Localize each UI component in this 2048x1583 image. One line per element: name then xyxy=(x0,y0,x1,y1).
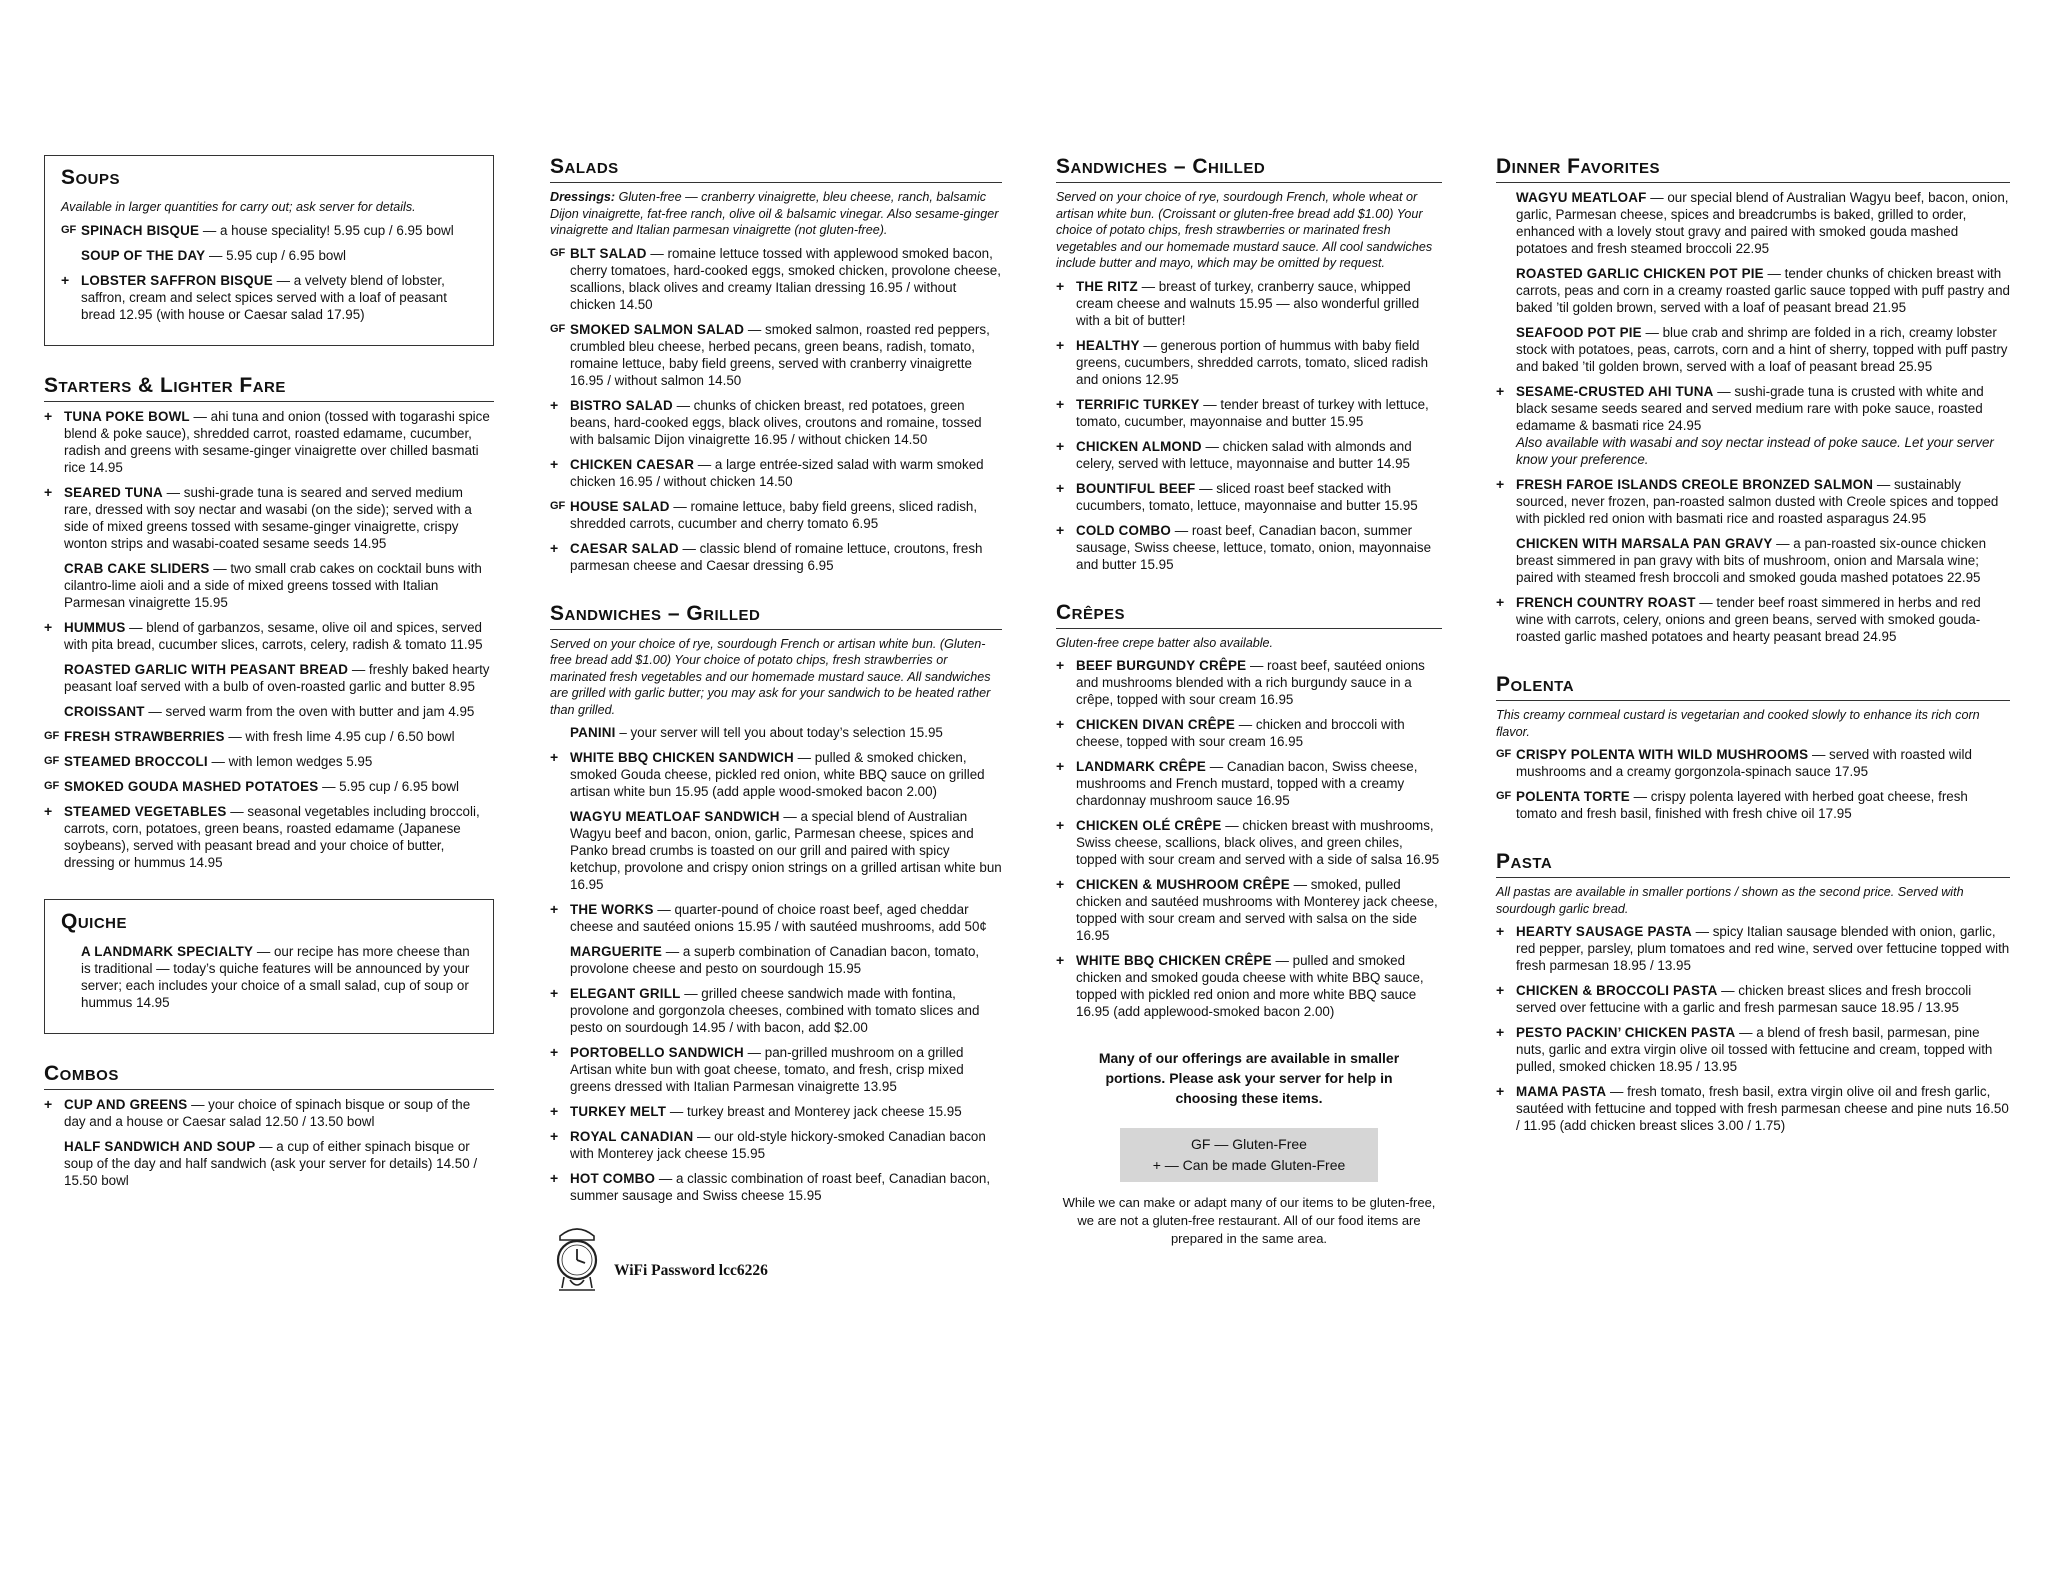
menu-item xyxy=(61,247,479,264)
item-name: ROASTED GARLIC CHICKEN POT PIE xyxy=(1516,266,1764,281)
gluten-free-option-mark: + xyxy=(1496,923,1505,939)
combos-title: Combos xyxy=(44,1062,494,1090)
item-name: CRISPY POLENTA WITH WILD MUSHROOMS xyxy=(1516,747,1809,762)
menu-item xyxy=(550,456,1002,490)
combos-section xyxy=(44,1062,494,1189)
item-name: CHICKEN DIVAN CRÊPE xyxy=(1076,717,1236,732)
item-name: SEARED TUNA xyxy=(64,484,163,500)
item-description: — ahi tuna and onion (tossed with togarashi spice blend & poke sauce), shredded carrot, roasted edamame, cucumber, radish and greens with sesame-ginger vinaigrette over chilled basmati rice 14.95 xyxy=(64,408,490,475)
item-name: WAGYU MEATLOAF SANDWICH xyxy=(570,809,780,824)
chilled-title: Sandwiches – Chilled xyxy=(1056,155,1442,183)
item-name: THE RITZ xyxy=(1076,278,1138,294)
item-description: — quarter-pound of choice roast beef, aged cheddar cheese and sautéed onions 15.95 / with sautéed mushrooms, add 50¢ xyxy=(570,902,987,934)
item-description: — blend of garbanzos, sesame, olive oil and spices, served with pita bread, cucumber slices, carrots, celery, radish & tomato 11.95 xyxy=(64,619,483,652)
menu-item xyxy=(550,1103,1002,1120)
item-description: — blue crab and shrimp are folded in a rich, creamy lobster stock with potatoes, peas, carrots, corn and a hint of sherry, topped with puff pastry and baked ’til golden brown, served with a loaf of peasant bread 25.95 xyxy=(1516,325,2008,374)
item-name: CHICKEN ALMOND xyxy=(1076,438,1202,454)
gluten-free-option-mark: + xyxy=(1056,395,1065,412)
item-name: SOUP OF THE DAY xyxy=(81,247,206,263)
item-description: — a pan-roasted six-ounce chicken breast simmered in pan gravy with bits of mushroom, onion and Marsala wine; paired with steamed fresh broccoli and smoked gouda mashed potatoes 22.95 xyxy=(1516,536,1987,585)
chilled-intro: Served on your choice of rye, sourdough French, whole wheat or artisan white bun. (Croissant or gluten-free bread add $1.00) Your choice of potato chips, fresh strawberries or marinated fresh vegetables and our homemade mustard sauce. All cool sandwiches include butter and mayo, which may be omitted by request. xyxy=(1056,190,1433,270)
menu-item xyxy=(44,1138,494,1189)
salads-intro xyxy=(550,189,1002,239)
gluten-free-option-mark: + xyxy=(1056,716,1065,732)
item-note: Also available with wasabi and soy nectar instead of poke sauce. Let your server know your preference. xyxy=(1516,435,1994,467)
item-name: FRESH FAROE ISLANDS CREOLE BRONZED SALMON xyxy=(1516,477,1874,492)
item-description: — tender beef roast simmered in herbs and red wine with carrots, celery, onions and green beans, served with smoked gouda-roasted garlic mashed potatoes and hearty peasant bread 24.95 xyxy=(1516,595,1981,644)
item-name: CHICKEN & BROCCOLI PASTA xyxy=(1516,983,1718,998)
item-description: — with lemon wedges 5.95 xyxy=(207,753,373,769)
menu-item xyxy=(44,619,494,653)
item-name: CHICKEN OLÉ CRÊPE xyxy=(1076,818,1222,833)
item-description: — a blend of fresh basil, parmesan, pine nuts, garlic and extra virgin olive oil tossed with fettucine and cream, topped with pulled, smoked chicken 18.95 / 13.95 xyxy=(1516,1025,1993,1074)
starters-section xyxy=(44,374,494,871)
quiche-title: Quiche xyxy=(61,909,128,933)
item-description: — spicy Italian sausage blended with onion, garlic, red pepper, parsley, plum tomatoes and red wine, served over fettucine topped with fresh parmesan 18.95 / 13.95 xyxy=(1516,924,2010,973)
menu-item xyxy=(44,778,494,795)
gluten-free-option-mark: + xyxy=(550,749,559,765)
gluten-free-option-mark: + xyxy=(550,985,559,1001)
item-name: SEAFOOD POT PIE xyxy=(1516,325,1642,340)
menu-item xyxy=(1056,876,1442,944)
item-name: ELEGANT GRILL xyxy=(570,986,681,1001)
item-name: LOBSTER SAFFRON BISQUE xyxy=(81,272,273,288)
item-name: BLT SALAD xyxy=(570,245,647,261)
item-description: — a superb combination of Canadian bacon, tomato, provolone cheese and pesto on sourdough 15.95 xyxy=(570,944,980,976)
item-name: SESAME-CRUSTED AHI TUNA xyxy=(1516,384,1714,399)
menu-item xyxy=(1496,788,2010,822)
item-description: — a classic combination of roast beef, Canadian bacon, summer sausage and Swiss cheese 15.95 xyxy=(570,1171,991,1203)
gluten-free-mark: GF xyxy=(44,729,60,742)
soups-list xyxy=(61,222,479,323)
item-name: HOUSE SALAD xyxy=(570,498,670,514)
item-name: TURKEY MELT xyxy=(570,1104,667,1119)
gluten-free-option-mark: + xyxy=(1056,479,1065,496)
menu-item xyxy=(44,408,494,476)
menu-item xyxy=(550,1170,1002,1204)
dinner-title: Dinner Favorites xyxy=(1496,155,2010,183)
soups-section xyxy=(44,155,494,346)
item-name: SMOKED GOUDA MASHED POTATOES xyxy=(64,778,319,794)
gluten-free-option-mark: + xyxy=(550,1044,559,1060)
item-description: — sustainably sourced, never frozen, pan-roasted salmon dusted with Creole spices and topped with pickled red onion with basmati rice and roasted asparagus 24.95 xyxy=(1516,477,1999,526)
menu-item xyxy=(1056,278,1442,329)
menu-item xyxy=(550,724,1002,741)
menu-item xyxy=(1496,594,2010,645)
item-description: — smoked salmon, roasted red peppers, crumbled bleu cheese, herbed pecans, green beans, radish, tomato, romaine lettuce, baby field greens, served with cranberry vinaigrette 16.95 / without salmon 14.50 xyxy=(570,321,990,388)
menu-item xyxy=(1496,189,2010,257)
crepes-section xyxy=(1056,601,1442,1021)
item-name: POLENTA TORTE xyxy=(1516,789,1630,804)
item-description: — 5.95 cup / 6.95 bowl xyxy=(205,247,346,263)
item-name: CHICKEN WITH MARSALA PAN GRAVY xyxy=(1516,536,1773,551)
item-description: — a house speciality! 5.95 cup / 6.95 bowl xyxy=(199,222,454,238)
item-description: — chicken breast with mushrooms, Swiss cheese, scallions, black olives, and green chiles, topped with sour cream and served with a side of salsa 16.95 xyxy=(1076,818,1440,867)
menu-item xyxy=(550,1128,1002,1162)
gluten-free-option-mark: + xyxy=(550,1103,559,1119)
combos-list xyxy=(44,1096,494,1189)
gluten-free-option-mark: + xyxy=(1496,383,1505,399)
gluten-free-option-mark: + xyxy=(1496,1024,1505,1040)
chilled-list xyxy=(1056,278,1442,573)
menu-item xyxy=(550,749,1002,800)
item-name: WHITE BBQ CHICKEN SANDWICH xyxy=(570,750,794,765)
menu-item xyxy=(61,943,479,1011)
gluten-free-option-mark: + xyxy=(44,483,53,500)
item-description: — a large entrée-sized salad with warm smoked chicken 16.95 / without chicken 14.50 xyxy=(570,456,984,489)
item-name: PESTO PACKIN’ CHICKEN PASTA xyxy=(1516,1025,1736,1040)
item-description: — sushi-grade tuna is crusted with white and black sesame seeds seared and served medium rare with poke sauce, roasted edamame & basmati rice 24.95 xyxy=(1516,384,1984,433)
item-description: — a velvety blend of lobster, saffron, cream and select spices served with a loaf of peasant bread 12.95 (with house or Caesar salad 17.95) xyxy=(81,272,447,322)
item-description: — sliced roast beef stacked with cucumbers, tomato, lettuce, mayonnaise and butter 15.95 xyxy=(1076,480,1418,513)
gluten-free-option-mark: + xyxy=(1496,594,1505,610)
column-3 xyxy=(1056,155,1442,1261)
polenta-list xyxy=(1496,746,2010,822)
menu-item xyxy=(1056,817,1442,868)
menu-item xyxy=(1056,396,1442,430)
item-name: CUP AND GREENS xyxy=(64,1096,188,1112)
gluten-free-option-mark: + xyxy=(44,1095,53,1112)
item-name: HALF SANDWICH AND SOUP xyxy=(64,1138,256,1154)
menu-item xyxy=(44,728,494,745)
menu-item xyxy=(550,540,1002,574)
polenta-section xyxy=(1496,673,2010,822)
item-name: BEEF BURGUNDY CRÊPE xyxy=(1076,658,1247,673)
crepes-title: Crêpes xyxy=(1056,601,1442,629)
item-name: SMOKED SALMON SALAD xyxy=(570,321,745,337)
gluten-free-option-mark: + xyxy=(1056,336,1065,353)
item-description: — turkey breast and Monterey jack cheese 15.95 xyxy=(666,1104,962,1119)
starters-list xyxy=(44,408,494,871)
item-name: STEAMED BROCCOLI xyxy=(64,753,208,769)
gluten-free-option-mark: + xyxy=(550,1128,559,1144)
menu-item xyxy=(1496,923,2010,974)
wifi-password: WiFi Password lcc6226 xyxy=(614,1262,768,1279)
item-description: — roast beef, sautéed onions and mushrooms blended with a rich burgundy sauce in a crêpe, topped with sour cream 16.95 xyxy=(1076,658,1425,707)
gluten-free-option-mark: + xyxy=(1056,277,1065,294)
pasta-list xyxy=(1496,923,2010,1134)
item-description: — classic blend of romaine lettuce, croutons, fresh parmesan cheese and Caesar dressing 6.95 xyxy=(570,540,983,573)
menu-item xyxy=(44,753,494,770)
item-description: — our special blend of Australian Wagyu beef, bacon, onion, garlic, Parmesan cheese, spices and breadcrumbs is baked, grilled to order, enhanced with a lovely stout gravy and paired with smoked gouda mashed potatoes and fresh steamed broccoli 22.95 xyxy=(1516,190,2009,256)
menu-item xyxy=(44,1096,494,1130)
menu-item xyxy=(1056,716,1442,750)
column-4 xyxy=(1496,155,2010,1162)
menu-item xyxy=(1496,1083,2010,1134)
menu-item xyxy=(61,272,479,323)
item-name: PORTOBELLO SANDWICH xyxy=(570,1045,744,1060)
item-name: CROISSANT xyxy=(64,703,145,719)
item-name: ROYAL CANADIAN xyxy=(570,1129,694,1144)
item-description: — tender breast of turkey with lettuce, tomato, cucumber, mayonnaise and butter 15.95 xyxy=(1076,396,1429,429)
item-description: — your choice of spinach bisque or soup of the day and a house or Caesar salad 12.50 / 13.50 bowl xyxy=(64,1096,471,1129)
gluten-free-option-mark: + xyxy=(44,407,53,424)
menu-item xyxy=(61,222,479,239)
item-name: BISTRO SALAD xyxy=(570,397,673,413)
item-description: — fresh tomato, fresh basil, extra virgin olive oil and fresh garlic, sautéed with fettucine and topped with fresh parmesan cheese and pine nuts 16.50 / 11.95 (add chicken breast slices 3.00 / 1.75) xyxy=(1516,1084,2009,1133)
menu-item xyxy=(550,321,1002,389)
item-description: — pan-grilled mushroom on a grilled Artisan white bun with goat cheese, tomato, and fresh, crisp mixed greens dressed with Italian Parmesan vinaigrette 13.95 xyxy=(570,1045,964,1094)
salads-list xyxy=(550,245,1002,574)
gluten-free-mark: GF xyxy=(550,322,566,335)
legend-plus: + — Can be made Gluten-Free xyxy=(1152,1157,1346,1173)
gluten-free-option-mark: + xyxy=(61,271,70,288)
item-description: — served warm from the oven with butter and jam 4.95 xyxy=(144,703,475,719)
item-description: — with fresh lime 4.95 cup / 6.50 bowl xyxy=(224,728,455,744)
item-name: COLD COMBO xyxy=(1076,522,1171,538)
menu-item xyxy=(44,703,494,720)
gf-legend xyxy=(1120,1128,1378,1182)
item-name: CHICKEN & MUSHROOM CRÊPE xyxy=(1076,877,1290,892)
menu-item xyxy=(1496,535,2010,586)
grilled-list xyxy=(550,724,1002,1204)
soups-title: Soups xyxy=(61,166,121,189)
menu-item xyxy=(1496,324,2010,375)
item-name: TUNA POKE BOWL xyxy=(64,408,190,424)
starters-title: Starters & Lighter Fare xyxy=(44,374,494,402)
item-description: — chicken and broccoli with cheese, topped with sour cream 16.95 xyxy=(1076,717,1405,749)
item-description: — our recipe has more cheese than is traditional — today’s quiche features will be announced by your server; each includes your choice of a small salad, cup of soup or hummus 14.95 xyxy=(81,943,470,1010)
gluten-free-mark: GF xyxy=(1496,790,1512,802)
chilled-section xyxy=(1056,155,1442,573)
item-description: — smoked, pulled chicken and sautéed mushrooms with Monterey jack cheese, topped with sour cream and served with salsa on the side 16.95 xyxy=(1076,877,1438,943)
gluten-free-mark: GF xyxy=(550,499,566,512)
item-description: — generous portion of hummus with baby field greens, cucumbers, shredded carrots, tomato, sliced radish and onions 12.95 xyxy=(1076,337,1429,387)
gluten-free-option-mark: + xyxy=(44,802,53,819)
gluten-free-option-mark: + xyxy=(1056,952,1065,968)
pasta-title: Pasta xyxy=(1496,850,2010,878)
menu-item xyxy=(550,943,1002,977)
item-description: — romaine lettuce tossed with applewood smoked bacon, cherry tomatoes, hard-cooked eggs, smoked chicken, provolone cheese, scallions, black olives and creamy Italian dressing 16.95 / without chicken 14.50 xyxy=(570,245,1001,312)
menu-item xyxy=(550,397,1002,448)
gluten-free-mark: GF xyxy=(550,246,566,259)
pasta-intro: All pastas are available in smaller portions / shown as the second price. Served with sourdough garlic bread. xyxy=(1496,885,1964,916)
menu-item xyxy=(550,245,1002,313)
item-name: A LANDMARK SPECIALTY xyxy=(81,943,254,959)
grilled-title: Sandwiches – Grilled xyxy=(550,602,1002,630)
salads-intro-text: Gluten-free — cranberry vinaigrette, bleu cheese, ranch, balsamic Dijon vinaigrette, fat-free ranch, olive oil & balsamic vinegar. Also sesame-ginger vinaigrette and Italian parmesan vinaigrette (not gluten-free). xyxy=(550,190,999,237)
item-description: – your server will tell you about today’s selection 15.95 xyxy=(615,725,943,740)
item-description: — pulled & smoked chicken, smoked Gouda cheese, pickled red onion, white BBQ sauce on grilled artisan white bun 15.95 (add apple wood-smoked bacon 2.00) xyxy=(570,750,985,799)
item-description: — chicken breast slices and fresh broccoli served over fettucine with a garlic and fresh parmesan sauce 18.95 / 13.95 xyxy=(1516,983,1972,1015)
item-name: CHICKEN CAESAR xyxy=(570,456,695,472)
gluten-free-option-mark: + xyxy=(550,1170,559,1186)
item-name: HEARTY SAUSAGE PASTA xyxy=(1516,924,1692,939)
gf-disclaimer: While we can make or adapt many of our items to be gluten-free, we are not a gluten-free restaurant. All of our food items are prepared in the same area. xyxy=(1062,1195,1436,1246)
menu-item xyxy=(1496,476,2010,527)
item-name: CAESAR SALAD xyxy=(570,540,679,556)
wifi-block xyxy=(550,1222,1002,1296)
gluten-free-option-mark: + xyxy=(550,901,559,917)
item-name: THE WORKS xyxy=(570,902,654,917)
gluten-free-option-mark: + xyxy=(1496,476,1505,492)
menu-item xyxy=(1496,746,2010,780)
item-description: — chicken salad with almonds and celery, served with lettuce, mayonnaise and butter 14.95 xyxy=(1076,438,1412,471)
legend-gf: GF — Gluten-Free xyxy=(1191,1136,1307,1152)
menu-item xyxy=(1056,657,1442,708)
item-description: — roast beef, Canadian bacon, summer sausage, Swiss cheese, lettuce, tomato, onion, mayonnaise and butter 15.95 xyxy=(1076,522,1432,572)
dinner-section xyxy=(1496,155,2010,645)
item-name: HOT COMBO xyxy=(570,1171,656,1186)
menu-item xyxy=(550,1044,1002,1095)
menu-item xyxy=(550,901,1002,935)
item-description: — our old-style hickory-smoked Canadian bacon with Monterey jack cheese 15.95 xyxy=(570,1129,986,1161)
menu-item xyxy=(1056,438,1442,472)
item-name: PANINI xyxy=(570,725,616,740)
item-description: — chunks of chicken breast, red potatoes, green beans, hard-cooked eggs, black olives, croutons and romaine, tossed with balsamic Dijon vinaigrette 16.95 / without chicken 14.50 xyxy=(570,397,982,447)
menu-item xyxy=(550,808,1002,893)
item-name: WAGYU MEATLOAF xyxy=(1516,190,1647,205)
menu-item xyxy=(44,661,494,695)
menu-item xyxy=(1056,522,1442,573)
menu-item xyxy=(1496,265,2010,316)
item-name: BOUNTIFUL BEEF xyxy=(1076,480,1196,496)
gluten-free-mark: GF xyxy=(1496,748,1512,760)
gluten-free-option-mark: + xyxy=(550,539,559,556)
item-description: — tender chunks of chicken breast with carrots, peas and corn in a creamy roasted garlic sauce topped with puff pastry and baked ’til golden brown, served with a loaf of peasant bread 21.95 xyxy=(1516,266,2010,315)
grilled-section xyxy=(550,602,1002,1205)
item-description: — a cup of either spinach bisque or soup of the day and half sandwich (ask your server for details) 14.50 / 15.50 bowl xyxy=(64,1138,478,1188)
item-name: MAMA PASTA xyxy=(1516,1084,1607,1099)
gluten-free-option-mark: + xyxy=(1496,1083,1505,1099)
gluten-free-option-mark: + xyxy=(1496,982,1505,998)
menu-item xyxy=(44,560,494,611)
gluten-free-option-mark: + xyxy=(1056,758,1065,774)
salads-section xyxy=(550,155,1002,574)
item-name: TERRIFIC TURKEY xyxy=(1076,396,1200,412)
menu-item xyxy=(1496,383,2010,468)
gluten-free-option-mark: + xyxy=(1056,817,1065,833)
gluten-free-option-mark: + xyxy=(550,455,559,472)
item-name: HUMMUS xyxy=(64,619,126,635)
item-description: — freshly baked hearty peasant loaf served with a bulb of oven-roasted garlic and butter 8.95 xyxy=(64,661,490,694)
item-description: — romaine lettuce, baby field greens, sliced radish, shredded carrots, cucumber and cherry tomato 6.95 xyxy=(570,498,978,531)
pasta-section xyxy=(1496,850,2010,1134)
item-description: — crispy polenta layered with herbed goat cheese, fresh tomato and fresh basil, finished with fresh chive oil 17.95 xyxy=(1516,789,1968,821)
item-name: STEAMED VEGETABLES xyxy=(64,803,227,819)
item-description: — pulled and smoked chicken and smoked gouda cheese with white BBQ sauce, topped with pickled red onion and more white BBQ sauce 16.95 (add applewood-smoked bacon 2.00) xyxy=(1076,953,1424,1019)
item-description: — seasonal vegetables including broccoli, carrots, corn, potatoes, green beans, roasted edamame (Japanese soybeans), served with peasant bread and your choice of butter, dressing or hummus 14.95 xyxy=(64,803,480,870)
menu-item xyxy=(1056,952,1442,1020)
salads-intro-label: Dressings: xyxy=(550,190,616,204)
item-description: — grilled cheese sandwich made with fontina, provolone and gorgonzola cheeses, combined with tomato slices and pesto on sourdough 14.95 / with bacon, add $2.00 xyxy=(570,986,980,1035)
soups-intro: Available in larger quantities for carry out; ask server for details. xyxy=(61,200,416,214)
item-description: — served with roasted wild mushrooms and a creamy gorgonzola-spinach sauce 17.95 xyxy=(1516,747,1972,779)
item-name: MARGUERITE xyxy=(570,944,663,959)
item-name: ROASTED GARLIC WITH PEASANT BREAD xyxy=(64,661,349,677)
dinner-list xyxy=(1496,189,2010,645)
quiche-section xyxy=(44,899,494,1034)
item-description: — a special blend of Australian Wagyu beef and bacon, onion, garlic, Parmesan cheese, spices and Panko bread crumbs is toasted on our grill and paired with spicy ketchup, provolone and crispy onion strings on a grilled artisan white bun 16.95 xyxy=(570,809,1002,892)
menu-item xyxy=(550,498,1002,532)
gluten-free-option-mark: + xyxy=(1056,521,1065,538)
smaller-portions-note: Many of our offerings are available in smaller portions. Please ask your server for help in choosing these items. xyxy=(1098,1050,1400,1106)
item-name: LANDMARK CRÊPE xyxy=(1076,759,1207,774)
menu-item xyxy=(1496,1024,2010,1075)
grilled-intro: Served on your choice of rye, sourdough French or artisan white bun. (Gluten-free bread add $1.00) Your choice of potato chips, fresh strawberries or marinated fresh vegetables and our homemade mustard sauce. All sandwiches are grilled with garlic butter; you may ask for your sandwich to be heated rather than grilled. xyxy=(550,636,991,717)
item-name: CRAB CAKE SLIDERS xyxy=(64,560,210,576)
quiche-list xyxy=(61,943,479,1011)
menu-item xyxy=(1056,758,1442,809)
gluten-free-option-mark: + xyxy=(550,396,559,413)
item-name: WHITE BBQ CHICKEN CRÊPE xyxy=(1076,953,1272,968)
menu-item xyxy=(1056,337,1442,388)
item-description: — sushi-grade tuna is seared and served medium rare, dressed with soy nectar and wasabi (on the side); served with a side of mixed greens tossed with sesame-ginger vinaigrette, crispy wonton strips and wasabi-coated sesame seeds 14.95 xyxy=(64,484,472,551)
item-name: FRESH STRAWBERRIES xyxy=(64,728,225,744)
item-description: — Canadian bacon, Swiss cheese, mushrooms and French mustard, topped with a creamy chardonnay mushroom sauce 16.95 xyxy=(1076,759,1418,808)
menu-item xyxy=(44,803,494,871)
menu-item xyxy=(1056,480,1442,514)
gluten-free-option-mark: + xyxy=(1056,657,1065,673)
menu-item xyxy=(550,985,1002,1036)
item-name: SPINACH BISQUE xyxy=(81,222,200,238)
gluten-free-option-mark: + xyxy=(1056,437,1065,454)
gluten-free-mark: GF xyxy=(44,754,60,767)
column-1 xyxy=(44,155,494,1217)
gluten-free-mark: GF xyxy=(61,223,77,236)
gluten-free-mark: GF xyxy=(44,779,60,792)
item-name: HEALTHY xyxy=(1076,337,1140,353)
menu-item xyxy=(1496,982,2010,1016)
clock-icon xyxy=(550,1222,604,1296)
crepes-list xyxy=(1056,657,1442,1020)
menu-item xyxy=(44,484,494,552)
item-description: — 5.95 cup / 6.95 bowl xyxy=(318,778,460,794)
polenta-title: Polenta xyxy=(1496,673,2010,701)
item-description: — two small crab cakes on cocktail buns with cilantro-lime aioli and a side of mixed greens tossed with Italian Parmesan vinaigrette 15.95 xyxy=(64,560,482,610)
salads-title: Salads xyxy=(550,155,1002,183)
gluten-free-option-mark: + xyxy=(44,618,53,635)
gluten-free-option-mark: + xyxy=(1056,876,1065,892)
item-name: FRENCH COUNTRY ROAST xyxy=(1516,595,1696,610)
crepes-intro: Gluten-free crepe batter also available. xyxy=(1056,635,1274,650)
polenta-intro: This creamy cornmeal custard is vegetarian and cooked slowly to enhance its rich corn flavor. xyxy=(1496,708,1980,739)
column-2 xyxy=(550,155,1002,1296)
item-description: — breast of turkey, cranberry sauce, whipped cream cheese and walnuts 15.95 — also wonderful grilled with a bit of butter! xyxy=(1076,278,1420,328)
